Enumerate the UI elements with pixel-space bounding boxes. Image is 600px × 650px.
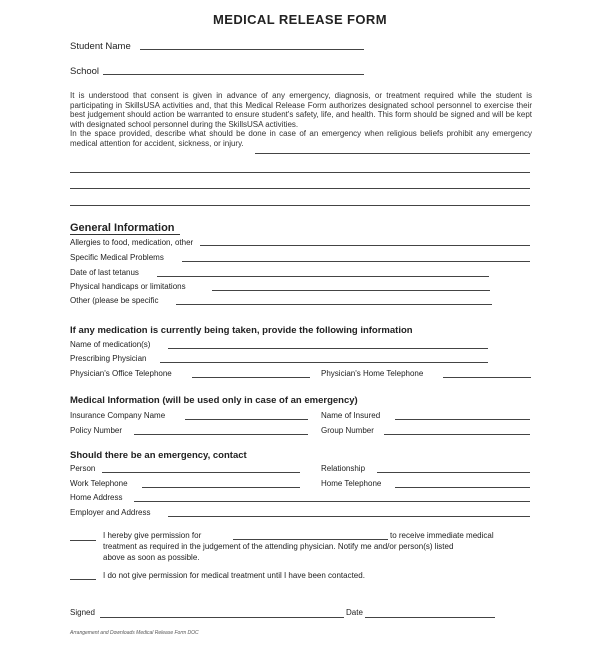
permission-for-field[interactable]	[233, 539, 388, 540]
policy-number-label: Policy Number	[70, 426, 123, 435]
page-title: MEDICAL RELEASE FORM	[213, 12, 387, 27]
signed-label: Signed	[70, 608, 95, 617]
medication-heading: If any medication is currently being taken, provide the following information	[70, 325, 413, 336]
intro-text	[70, 91, 532, 148]
give-permission-start: I hereby give permission for	[103, 531, 202, 540]
allergies-label: Allergies to food, medication, other	[70, 238, 194, 247]
tetanus-field[interactable]	[157, 276, 489, 277]
other-field[interactable]	[176, 304, 492, 305]
person-field[interactable]	[102, 472, 300, 473]
office-telephone-label: Physician's Office Telephone	[70, 369, 172, 378]
signature-field[interactable]	[100, 617, 344, 618]
specific-problems-label: Specific Medical Problems	[70, 253, 164, 262]
student-name-label: Student Name	[70, 41, 131, 52]
give-permission-line3: above as soon as possible.	[103, 553, 200, 562]
religious-response-line-1[interactable]	[255, 153, 530, 154]
religious-response-line-3[interactable]	[70, 188, 530, 189]
date-field[interactable]	[365, 617, 495, 618]
home-address-field[interactable]	[134, 501, 530, 502]
deny-permission-initial-field[interactable]	[70, 579, 96, 580]
employer-address-label: Employer and Address	[70, 508, 151, 517]
general-information-heading: General Information	[70, 222, 175, 234]
office-telephone-field[interactable]	[192, 377, 310, 378]
medication-name-field[interactable]	[168, 348, 488, 349]
medication-name-label: Name of medication(s)	[70, 340, 151, 349]
relationship-label: Relationship	[321, 464, 366, 473]
person-label: Person	[70, 464, 96, 473]
intro-paragraph-2: In the space provided, describe what should be done in case of an emergency when religious beliefs prohibit any emergency medical attention for accident, sickness, or injury.	[70, 129, 532, 148]
name-of-insured-field[interactable]	[395, 419, 530, 420]
group-number-field[interactable]	[384, 434, 530, 435]
school-field[interactable]	[103, 74, 364, 75]
intro-paragraph-1: It is understood that consent is given in advance of any emergency, diagnosis, or treatment required while the student is participating in SkillsUSA activities and, that this Medical Release Form authorizes designated school personnel to exercise their best judgement should action be warranted to ensure student's safety, life, and health. This form should be signed and will be kept with designated school personnel during the SkillsUSA activities.	[70, 91, 532, 129]
handicaps-field[interactable]	[212, 290, 490, 291]
group-number-label: Group Number	[321, 426, 374, 435]
home-address-label: Home Address	[70, 493, 123, 502]
home-telephone-label: Home Telephone	[321, 479, 382, 488]
policy-number-field[interactable]	[134, 434, 308, 435]
religious-response-line-4[interactable]	[70, 205, 530, 206]
other-label: Other (please be specific	[70, 296, 159, 305]
deny-permission-text: I do not give permission for medical treatment until I have been contacted.	[103, 571, 365, 580]
home-telephone-physician-field[interactable]	[443, 377, 531, 378]
emergency-heading: Should there be an emergency, contact	[70, 450, 247, 461]
prescribing-physician-field[interactable]	[160, 362, 488, 363]
date-label: Date	[346, 608, 363, 617]
work-telephone-field[interactable]	[142, 487, 300, 488]
religious-response-line-2[interactable]	[70, 172, 530, 173]
relationship-field[interactable]	[377, 472, 530, 473]
insurance-company-label: Insurance Company Name	[70, 411, 166, 420]
give-permission-end: to receive immediate medical	[390, 531, 494, 540]
home-telephone-field[interactable]	[395, 487, 530, 488]
allergies-field[interactable]	[200, 245, 530, 246]
tetanus-label: Date of last tetanus	[70, 268, 139, 277]
give-permission-line2: treatment as required in the judgement of the attending physician. Notify me and/or person(s) listed	[103, 542, 454, 551]
employer-address-field[interactable]	[168, 516, 530, 517]
give-permission-initial-field[interactable]	[70, 540, 96, 541]
home-telephone-physician-label: Physician's Home Telephone	[321, 369, 424, 378]
work-telephone-label: Work Telephone	[70, 479, 128, 488]
prescribing-physician-label: Prescribing Physician	[70, 354, 147, 363]
name-of-insured-label: Name of Insured	[321, 411, 381, 420]
insurance-heading: Medical Information (will be used only in case of an emergency)	[70, 395, 358, 406]
general-heading-underline	[70, 234, 180, 235]
student-name-field[interactable]	[140, 49, 364, 50]
school-label: School	[70, 66, 100, 77]
specific-problems-field[interactable]	[182, 261, 530, 262]
handicaps-label: Physical handicaps or limitations	[70, 282, 186, 291]
insurance-company-field[interactable]	[185, 419, 308, 420]
footer-text: Arrangement and Downloads Medical Release Form DOC	[70, 630, 199, 636]
